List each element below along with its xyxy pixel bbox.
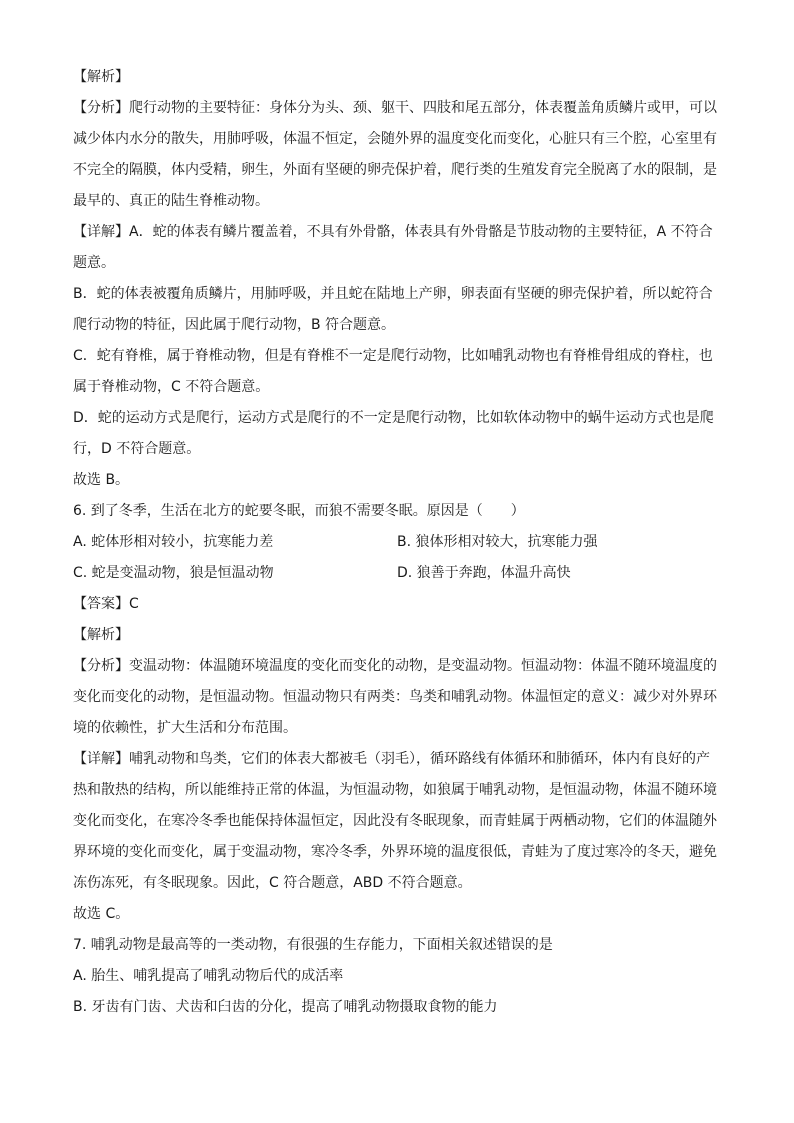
detail-paragraph-q5-d: D．蛇的运动方式是爬行，运动方式是爬行的不一定是爬行动物，比如软体动物中的蜗牛运动方式也是爬行，D 不符合题意。 [73,410,714,457]
detail-paragraph-q5-b: B．蛇的体表被覆角质鳞片，用肺呼吸，并且蛇在陆地上产卵，卵表面有坚硬的卵壳保护着，所以蛇符合爬行动物的特征，因此属于爬行动物，B 符合题意。 [73,286,713,333]
analysis-tag: 【分析】 [73,100,129,116]
option-d: D. 狼善于奔跑，体温升高快 [397,565,571,581]
question-7-option-a: A. 胎生、哺乳提高了哺乳动物后代的成活率 [73,968,344,984]
detail-text: 哺乳动物和鸟类，它们的体表大都被毛（羽毛），循环路线有体循环和肺循环，体内有良好的产热和散热的结构，所以能维持正常的体温，为恒温动物，如狼属于哺乳动物，是恒温动物，体温不随环境变化而变化，在寒冷冬季也能保持体温恒定，因此没有冬眠现象，而青蛙属于两栖动物，它们的体温随外界环境的变化而变化，属于变温动物，寒冷冬季，外界环境的温度很低，青蛙为了度过寒冷的冬天，避免冻伤冻死，有冬眠现象。因此，C 符合题意，ABD 不符合题意。 [73,751,717,891]
detail-text-a: A．蛇的体表有鳞片覆盖着，不具有外骨骼，体表具有外骨骼是节肢动物的主要特征，A 不符合题意。 [73,224,713,271]
analysis-paragraph-q6 [73,651,721,744]
analysis-text: 变温动物：体温随环境温度的变化而变化的动物，是变温动物。恒温动物：体温不随环境温度的变化而变化的动物，是恒温动物。恒温动物只有两类：鸟类和哺乳动物。体温恒定的意义：减少对外界环境的依赖性，扩大生活和分布范围。 [73,658,717,736]
detail-paragraph-q5-a [73,217,721,279]
detail-tag: 【详解】 [73,751,129,767]
detail-paragraph-q5-c: C．蛇有脊椎，属于脊椎动物，但是有脊椎不一定是爬行动物，比如哺乳动物也有脊椎骨组成的脊柱，也属于脊椎动物，C 不符合题意。 [73,348,713,395]
question-6-options-row-1 [73,527,721,558]
section-jiexi-q6: 【解析】 [73,627,129,643]
answer-q6: 【答案】C [73,596,139,612]
analysis-paragraph-q5 [73,93,721,217]
document-body [73,62,721,1023]
question-7-option-b: B. 牙齿有门齿、犬齿和臼齿的分化，提高了哺乳动物摄取食物的能力 [73,999,498,1015]
conclusion-q5: 故选 B。 [73,472,130,488]
section-jiexi-q5: 【解析】 [73,69,129,85]
option-b: B. 狼体形相对较大，抗寒能力强 [397,534,598,550]
analysis-tag: 【分析】 [73,658,129,674]
question-7-stem: 7. 哺乳动物是最高等的一类动物，有很强的生存能力，下面相关叙述错误的是 [73,937,553,953]
analysis-text: 爬行动物的主要特征：身体分为头、颈、躯干、四肢和尾五部分，体表覆盖角质鳞片或甲，可以减少体内水分的散失，用肺呼吸，体温不恒定，会随外界的温度变化而变化，心脏只有三个腔，心室里有不完全的隔膜，体内受精，卵生，外面有坚硬的卵壳保护着，爬行类的生殖发育完全脱离了水的限制，是最早的、真正的陆生脊椎动物。 [73,100,717,209]
detail-paragraph-q6 [73,744,721,899]
detail-tag: 【详解】 [73,224,129,240]
question-6-stem: 6. 到了冬季，生活在北方的蛇要冬眠，而狼不需要冬眠。原因是（ ） [73,503,525,519]
option-c: C. 蛇是变温动物，狼是恒温动物 [73,565,274,581]
conclusion-q6: 故选 C。 [73,906,130,922]
question-6-options-row-2 [73,558,721,589]
option-a: A. 蛇体形相对较小，抗寒能力差 [73,534,274,550]
